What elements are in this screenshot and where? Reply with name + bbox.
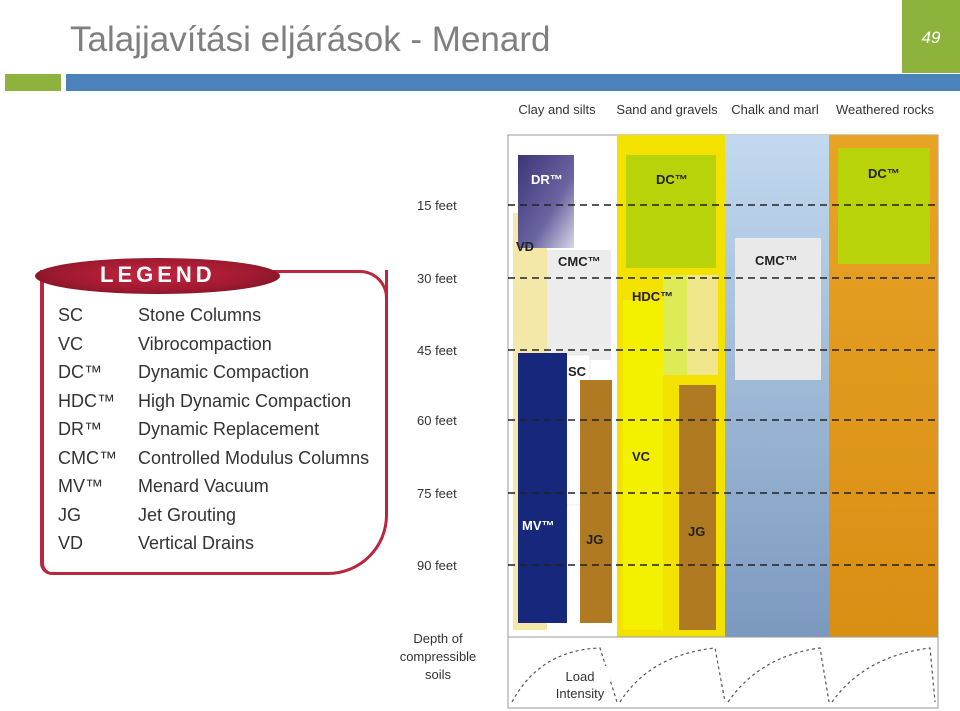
slide-title: Talajjavítási eljárások - Menard xyxy=(70,20,551,59)
label-jg-clay: JG xyxy=(586,532,604,547)
legend-abbr: DC™ xyxy=(58,362,102,382)
label-hdc: HDC™ xyxy=(632,289,674,304)
page-number: 49 xyxy=(921,28,941,47)
depth-axis-label-3: soils xyxy=(424,667,452,682)
depth-tick-45: 45 feet xyxy=(417,343,457,358)
legend-abbr: MV™ xyxy=(58,476,103,496)
legend-abbr: DR™ xyxy=(58,419,102,439)
legend-header-label: LEGEND xyxy=(100,262,216,287)
label-vd: VD xyxy=(516,239,535,254)
jg-sand-block xyxy=(679,385,716,630)
soil-header-rock: Weathered rocks xyxy=(835,102,935,117)
legend-desc: Controlled Modulus Columns xyxy=(138,447,370,468)
legend-abbr: SC xyxy=(58,305,84,325)
legend-desc: Vibrocompaction xyxy=(138,333,272,354)
jg-clay-block xyxy=(580,380,612,623)
legend-desc: Vertical Drains xyxy=(138,533,255,553)
label-vc: VC xyxy=(632,449,651,464)
label-cmc-chalk: CMC™ xyxy=(755,253,798,268)
legend-desc: Jet Grouting xyxy=(138,504,237,525)
legend-abbr: HDC™ xyxy=(58,390,115,411)
depth-axis-label-1: Depth of xyxy=(413,631,463,646)
label-jg-sand: JG xyxy=(688,524,706,539)
soil-header-chalk: Chalk and marl xyxy=(731,102,819,117)
legend-abbr: CMC™ xyxy=(58,447,117,468)
legend-desc: Dynamic Replacement xyxy=(138,419,320,439)
depth-tick-90: 90 feet xyxy=(417,558,457,573)
label-dc-sand: DC™ xyxy=(656,172,688,187)
depth-tick-30: 30 feet xyxy=(417,271,457,286)
legend-desc: High Dynamic Compaction xyxy=(138,390,352,411)
depth-axis-label-2: compressible xyxy=(399,649,477,664)
soil-header-sand: Sand and gravels xyxy=(616,102,718,117)
depth-tick-60: 60 feet xyxy=(417,413,457,428)
legend-desc: Dynamic Compaction xyxy=(138,362,310,382)
label-dr: DR™ xyxy=(531,172,563,187)
legend-abbr: VD xyxy=(58,533,84,553)
label-mv: MV™ xyxy=(522,518,555,533)
mv-block xyxy=(518,353,567,623)
legend-desc: Menard Vacuum xyxy=(138,476,269,496)
label-dc-rock: DC™ xyxy=(868,166,900,181)
legend-desc: Stone Columns xyxy=(138,305,262,325)
depth-tick-75: 75 feet xyxy=(417,486,457,501)
chalk-column xyxy=(725,135,829,637)
legend-abbr: VC xyxy=(58,333,84,354)
label-cmc-clay: CMC™ xyxy=(558,254,601,269)
soil-header-clay: Clay and silts xyxy=(518,102,596,117)
legend-abbr: JG xyxy=(58,504,82,525)
load-label-2: Intensity xyxy=(555,686,605,701)
dr-block xyxy=(518,155,574,248)
depth-tick-15: 15 feet xyxy=(417,198,457,213)
load-label-1: Load xyxy=(565,669,595,684)
label-sc: SC xyxy=(568,364,587,379)
